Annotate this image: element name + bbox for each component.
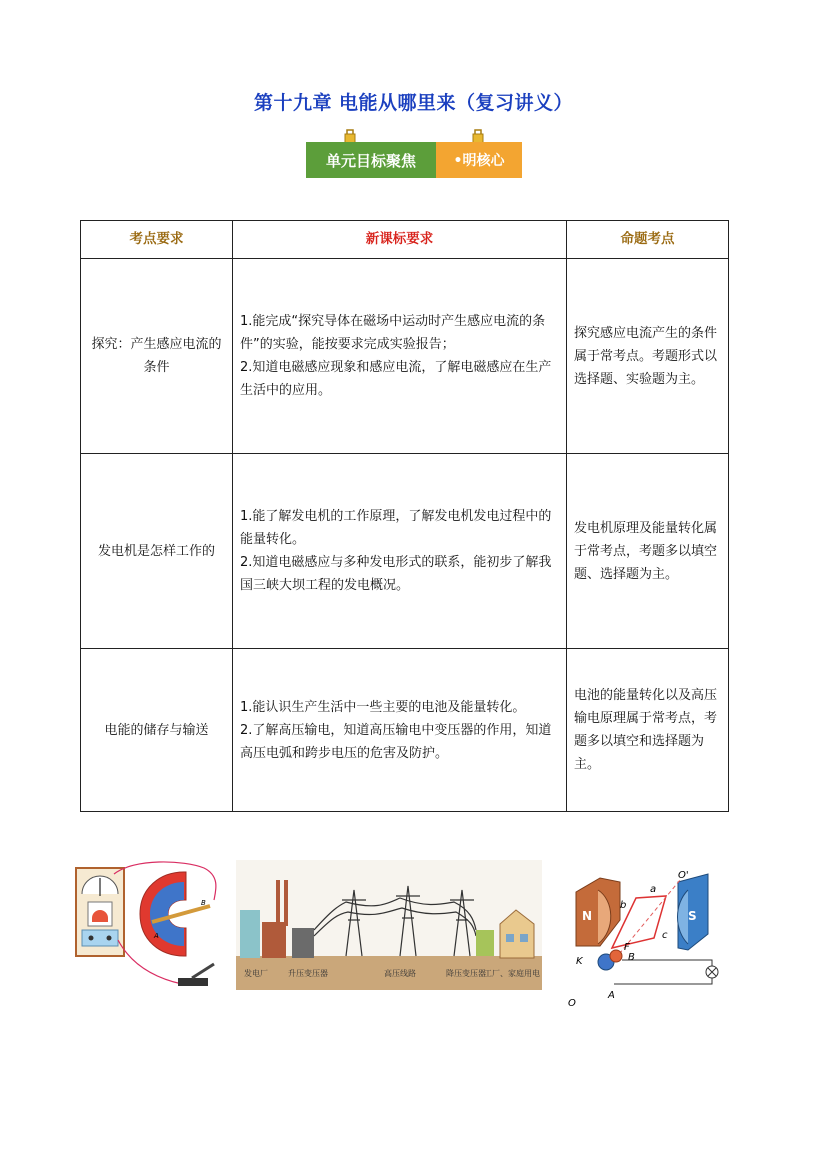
exam-point-cell: 探究感应电流产生的条件属于常考点。考题形式以选择题、实验题为主。 xyxy=(567,259,729,454)
requirements-cell xyxy=(233,454,567,649)
requirement-item: 2.知道电磁感应现象和感应电流，了解电磁感应在生产生活中的应用。 xyxy=(240,360,552,398)
requirement-item: 1.能了解发电机的工作原理，了解发电机发电过程中的能量转化。 xyxy=(240,509,552,547)
terminal-a-label: A xyxy=(608,990,615,1001)
terminal-b-label: B xyxy=(628,952,635,963)
svg-text:A: A xyxy=(154,932,159,940)
brush-k-label: K xyxy=(576,956,583,967)
table-row xyxy=(81,649,729,812)
cooling-tower-icon xyxy=(240,910,260,958)
requirements-cell xyxy=(233,259,567,454)
axis-o-prime-label: O' xyxy=(678,870,689,881)
edge-b-label: b xyxy=(620,900,627,911)
svg-text:B: B xyxy=(201,899,206,907)
label-power-plant: 发电厂 xyxy=(244,969,268,978)
brush-f-label: F xyxy=(624,942,630,953)
requirements-cell xyxy=(233,649,567,812)
power-plant-icon xyxy=(262,922,286,958)
label-step-up-transformer: 升压变压器 xyxy=(288,969,328,978)
pole-n-label: N xyxy=(582,909,593,923)
requirement-item: 1.能完成“探究导体在磁场中运动时产生感应电流的条件”的实验，能按要求完成实验报告； xyxy=(240,314,546,352)
page-title: 第十九章 电能从哪里来（复习讲义） xyxy=(253,92,574,114)
label-high-voltage-line: 高压线路 xyxy=(384,969,416,978)
requirement-item: 1.能认识生产生活中一些主要的电池及能量转化。 xyxy=(240,699,526,715)
table-row xyxy=(81,454,729,649)
banner-right-label: •明核心 xyxy=(436,142,522,178)
requirements-table xyxy=(80,220,729,812)
banner-left-label: 单元目标聚焦 xyxy=(306,142,436,178)
table-row xyxy=(81,259,729,454)
topic-cell: 电能的储存与输送 xyxy=(81,649,233,812)
edge-a-label: a xyxy=(650,884,657,895)
axis-o-label: O xyxy=(568,998,576,1009)
label-factory-home: 工厂、家庭用电 xyxy=(484,969,540,978)
step-up-transformer-icon xyxy=(292,928,314,958)
edge-c-label: c xyxy=(662,930,668,941)
induction-experiment-illustration xyxy=(74,860,224,998)
table-header-row xyxy=(81,221,729,259)
unit-goal-banner xyxy=(306,128,522,180)
pole-s-label: S xyxy=(688,909,697,923)
step-down-transformer-icon xyxy=(476,930,494,956)
exam-point-cell: 发电机原理及能量转化属于常考点，考题多以填空题、选择题为主。 xyxy=(567,454,729,649)
header-exam-point: 命题考点 xyxy=(567,221,729,259)
exam-point-cell: 电池的能量转化以及高压输电原理属于常考点，考题多以填空和选择题为主。 xyxy=(567,649,729,812)
requirement-item: 2.知道电磁感应与多种发电形式的联系，能初步了解我国三峡大坝工程的发电概况。 xyxy=(240,555,552,593)
requirement-item: 2.了解高压输电，知道高压输电中变压器的作用，知道高压电弧和跨步电压的危害及防护。 xyxy=(240,722,552,761)
power-transmission-illustration xyxy=(236,860,542,990)
topic-cell: 发电机是怎样工作的 xyxy=(81,454,233,649)
generator-illustration xyxy=(562,860,722,1010)
header-new-curriculum: 新课标要求 xyxy=(233,221,567,259)
topic-cell: 探究：产生感应电流的条件 xyxy=(81,259,233,454)
header-exam-requirement: 考点要求 xyxy=(81,221,233,259)
label-step-down-transformer: 降压变压器 xyxy=(446,969,486,978)
